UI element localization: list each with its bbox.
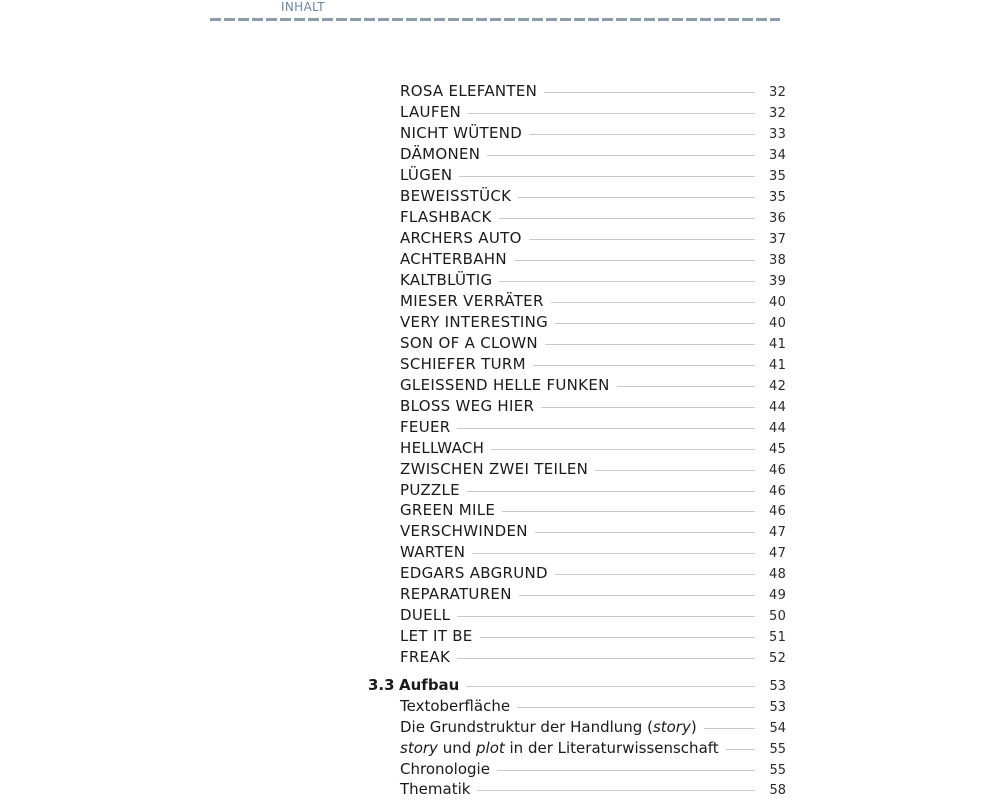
toc-page-number: 41 bbox=[769, 358, 787, 373]
toc-entry[interactable] bbox=[400, 396, 786, 416]
toc-page-number: 53 bbox=[769, 700, 786, 715]
toc-page-number: 52 bbox=[769, 651, 787, 666]
toc-page-number: 40 bbox=[769, 295, 787, 310]
toc-page-number: 34 bbox=[769, 148, 787, 163]
toc-leader bbox=[517, 707, 755, 708]
toc-page-number: 45 bbox=[769, 442, 787, 457]
toc-subentry-title: Die Grundstruktur der Handlung (story) bbox=[400, 718, 697, 736]
toc-entry[interactable] bbox=[400, 480, 786, 500]
toc-subentry[interactable] bbox=[400, 717, 786, 737]
toc-entry-title: MIESER VERRÄTER bbox=[400, 292, 544, 310]
toc-page-number: 47 bbox=[769, 546, 787, 561]
toc-entry-title: VERSCHWINDEN bbox=[400, 522, 528, 540]
toc-page-number: 46 bbox=[769, 504, 787, 519]
toc-entry[interactable] bbox=[400, 102, 786, 122]
toc-entry-title: EDGARS ABGRUND bbox=[400, 564, 548, 582]
toc-entry-title: HELLWACH bbox=[400, 439, 485, 457]
toc-entry-title: LAUFEN bbox=[400, 103, 462, 121]
toc-leader bbox=[487, 155, 755, 156]
toc-entry[interactable] bbox=[400, 291, 786, 311]
toc-leader bbox=[541, 407, 755, 408]
toc-entry-title: GREEN MILE bbox=[400, 501, 496, 519]
toc-entry-title: FEUER bbox=[400, 418, 451, 436]
toc-entry[interactable] bbox=[400, 270, 786, 290]
toc-section-title: Aufbau bbox=[399, 676, 460, 694]
toc-leader bbox=[499, 281, 755, 282]
toc-entry[interactable] bbox=[400, 123, 786, 143]
toc-leader bbox=[555, 574, 755, 575]
toc-leader bbox=[617, 386, 755, 387]
toc-leader bbox=[457, 616, 755, 617]
toc-leader bbox=[457, 658, 755, 659]
toc-entry[interactable] bbox=[400, 375, 786, 395]
toc-leader bbox=[551, 302, 755, 303]
toc-entry-title: REPARATUREN bbox=[400, 585, 512, 603]
toc-entry[interactable] bbox=[400, 333, 786, 353]
toc-entry[interactable] bbox=[400, 144, 786, 164]
toc-leader bbox=[535, 532, 755, 533]
toc-page-number: 37 bbox=[769, 232, 787, 247]
toc-entry[interactable] bbox=[400, 626, 786, 646]
toc-subentry[interactable] bbox=[400, 779, 786, 799]
toc-leader bbox=[529, 239, 755, 240]
toc-page-number: 54 bbox=[769, 721, 786, 736]
toc-entry[interactable] bbox=[400, 521, 786, 541]
toc-page-number: 33 bbox=[769, 127, 787, 142]
toc-leader bbox=[555, 323, 755, 324]
toc-leader bbox=[726, 749, 755, 750]
toc-entry-title: VERY INTERESTING bbox=[400, 313, 549, 331]
toc-page-number: 35 bbox=[769, 169, 787, 184]
toc-entry-title: BLOSS WEG HIER bbox=[400, 397, 535, 415]
toc-entry[interactable] bbox=[400, 438, 786, 458]
toc-entry-title: KALTBLÜTIG bbox=[400, 271, 493, 289]
toc-page-number: 42 bbox=[769, 379, 787, 394]
toc-page-number: 40 bbox=[769, 316, 787, 331]
toc-entry-title: DUELL bbox=[400, 606, 451, 624]
toc-entry-title: WARTEN bbox=[400, 543, 466, 561]
toc-leader bbox=[497, 770, 755, 771]
toc-entry[interactable] bbox=[400, 542, 786, 562]
toc-leader bbox=[468, 113, 755, 114]
toc-subentry-title: Thematik bbox=[400, 780, 471, 798]
toc-page-number: 51 bbox=[769, 630, 787, 645]
toc-entry[interactable] bbox=[400, 417, 786, 437]
toc-entry-title: NICHT WÜTEND bbox=[400, 124, 523, 142]
toc-entry[interactable] bbox=[400, 165, 786, 185]
toc-entry[interactable] bbox=[400, 249, 786, 269]
toc-entry-title: ROSA ELEFANTEN bbox=[400, 82, 538, 100]
header-dashed-rule bbox=[210, 18, 780, 21]
toc-entry[interactable] bbox=[400, 459, 786, 479]
toc-entry[interactable] bbox=[400, 584, 786, 604]
toc-page-number: 46 bbox=[769, 484, 787, 499]
toc-page-number: 47 bbox=[769, 525, 787, 540]
toc-entry-title: LÜGEN bbox=[400, 166, 453, 184]
toc-entry[interactable] bbox=[400, 207, 786, 227]
toc-page-number: 55 bbox=[769, 763, 786, 778]
toc-entry-title: LET IT BE bbox=[400, 627, 473, 645]
toc-entry[interactable] bbox=[400, 605, 786, 625]
toc-leader bbox=[459, 176, 755, 177]
toc-subentry[interactable] bbox=[400, 696, 786, 716]
toc-page-number: 44 bbox=[769, 400, 787, 415]
toc-entry[interactable] bbox=[400, 563, 786, 583]
toc-entry-title: ARCHERS AUTO bbox=[400, 229, 522, 247]
toc-leader bbox=[466, 686, 755, 687]
toc-section-entry[interactable] bbox=[368, 675, 786, 695]
running-header: INHALT bbox=[281, 0, 325, 14]
toc-page-number: 38 bbox=[769, 253, 787, 268]
toc-entry[interactable] bbox=[400, 500, 786, 520]
toc-section-number: 3.3 bbox=[368, 676, 395, 694]
toc-leader bbox=[514, 260, 755, 261]
toc-leader bbox=[545, 344, 755, 345]
toc-leader bbox=[477, 790, 755, 791]
toc-entry-title: SCHIEFER TURM bbox=[400, 355, 526, 373]
toc-leader bbox=[518, 197, 755, 198]
toc-entry-title: FREAK bbox=[400, 648, 451, 666]
toc-entry-title: BEWEISSTÜCK bbox=[400, 187, 512, 205]
toc-subentry-title: Chronologie bbox=[400, 760, 490, 778]
toc-leader bbox=[595, 470, 755, 471]
toc-leader bbox=[457, 428, 755, 429]
toc-subentry[interactable] bbox=[400, 738, 786, 758]
toc-page-number: 58 bbox=[769, 783, 786, 798]
toc-leader bbox=[704, 728, 755, 729]
toc-page-number: 49 bbox=[769, 588, 787, 603]
toc-leader bbox=[467, 491, 755, 492]
toc-entry[interactable] bbox=[400, 228, 786, 248]
toc-leader bbox=[491, 449, 755, 450]
toc-entry[interactable] bbox=[400, 81, 786, 101]
toc-page-number: 41 bbox=[769, 337, 787, 352]
toc-subentry[interactable] bbox=[400, 759, 786, 779]
toc-leader bbox=[533, 365, 755, 366]
toc-page-number: 36 bbox=[769, 211, 787, 226]
toc-subentry-title: story und plot in der Literaturwissenschaft bbox=[400, 739, 719, 757]
toc-leader bbox=[519, 595, 755, 596]
toc-leader bbox=[480, 637, 755, 638]
toc-page-number: 32 bbox=[769, 85, 787, 100]
toc-entry-title: DÄMONEN bbox=[400, 145, 481, 163]
toc-page-number: 35 bbox=[769, 190, 787, 205]
toc-entry[interactable] bbox=[400, 312, 786, 332]
toc-page-number: 32 bbox=[769, 106, 787, 121]
toc-subentry-title: Textoberfläche bbox=[400, 697, 511, 715]
toc-leader bbox=[544, 92, 755, 93]
toc-entry-title: ZWISCHEN ZWEI TEILEN bbox=[400, 460, 589, 478]
toc-entry-title: PUZZLE bbox=[400, 481, 460, 499]
toc-page-number: 39 bbox=[769, 274, 787, 289]
toc-entry[interactable] bbox=[400, 354, 786, 374]
toc-leader bbox=[529, 134, 755, 135]
toc-entry[interactable] bbox=[400, 186, 786, 206]
toc-page-number: 48 bbox=[769, 567, 787, 582]
toc-leader bbox=[472, 553, 755, 554]
toc-page-number: 46 bbox=[769, 463, 787, 478]
toc-entry-title: FLASHBACK bbox=[400, 208, 492, 226]
toc-entry-title: GLEISSEND HELLE FUNKEN bbox=[400, 376, 610, 394]
toc-leader bbox=[502, 511, 755, 512]
toc-page-number: 44 bbox=[769, 421, 787, 436]
toc-entry-title: SON OF A CLOWN bbox=[400, 334, 538, 352]
toc-page-number: 50 bbox=[769, 609, 787, 624]
toc-entry-title: ACHTERBAHN bbox=[400, 250, 507, 268]
toc-leader bbox=[499, 218, 755, 219]
toc-page-number: 53 bbox=[769, 679, 786, 694]
toc-page-number: 55 bbox=[769, 742, 786, 757]
toc-entry[interactable] bbox=[400, 647, 786, 667]
